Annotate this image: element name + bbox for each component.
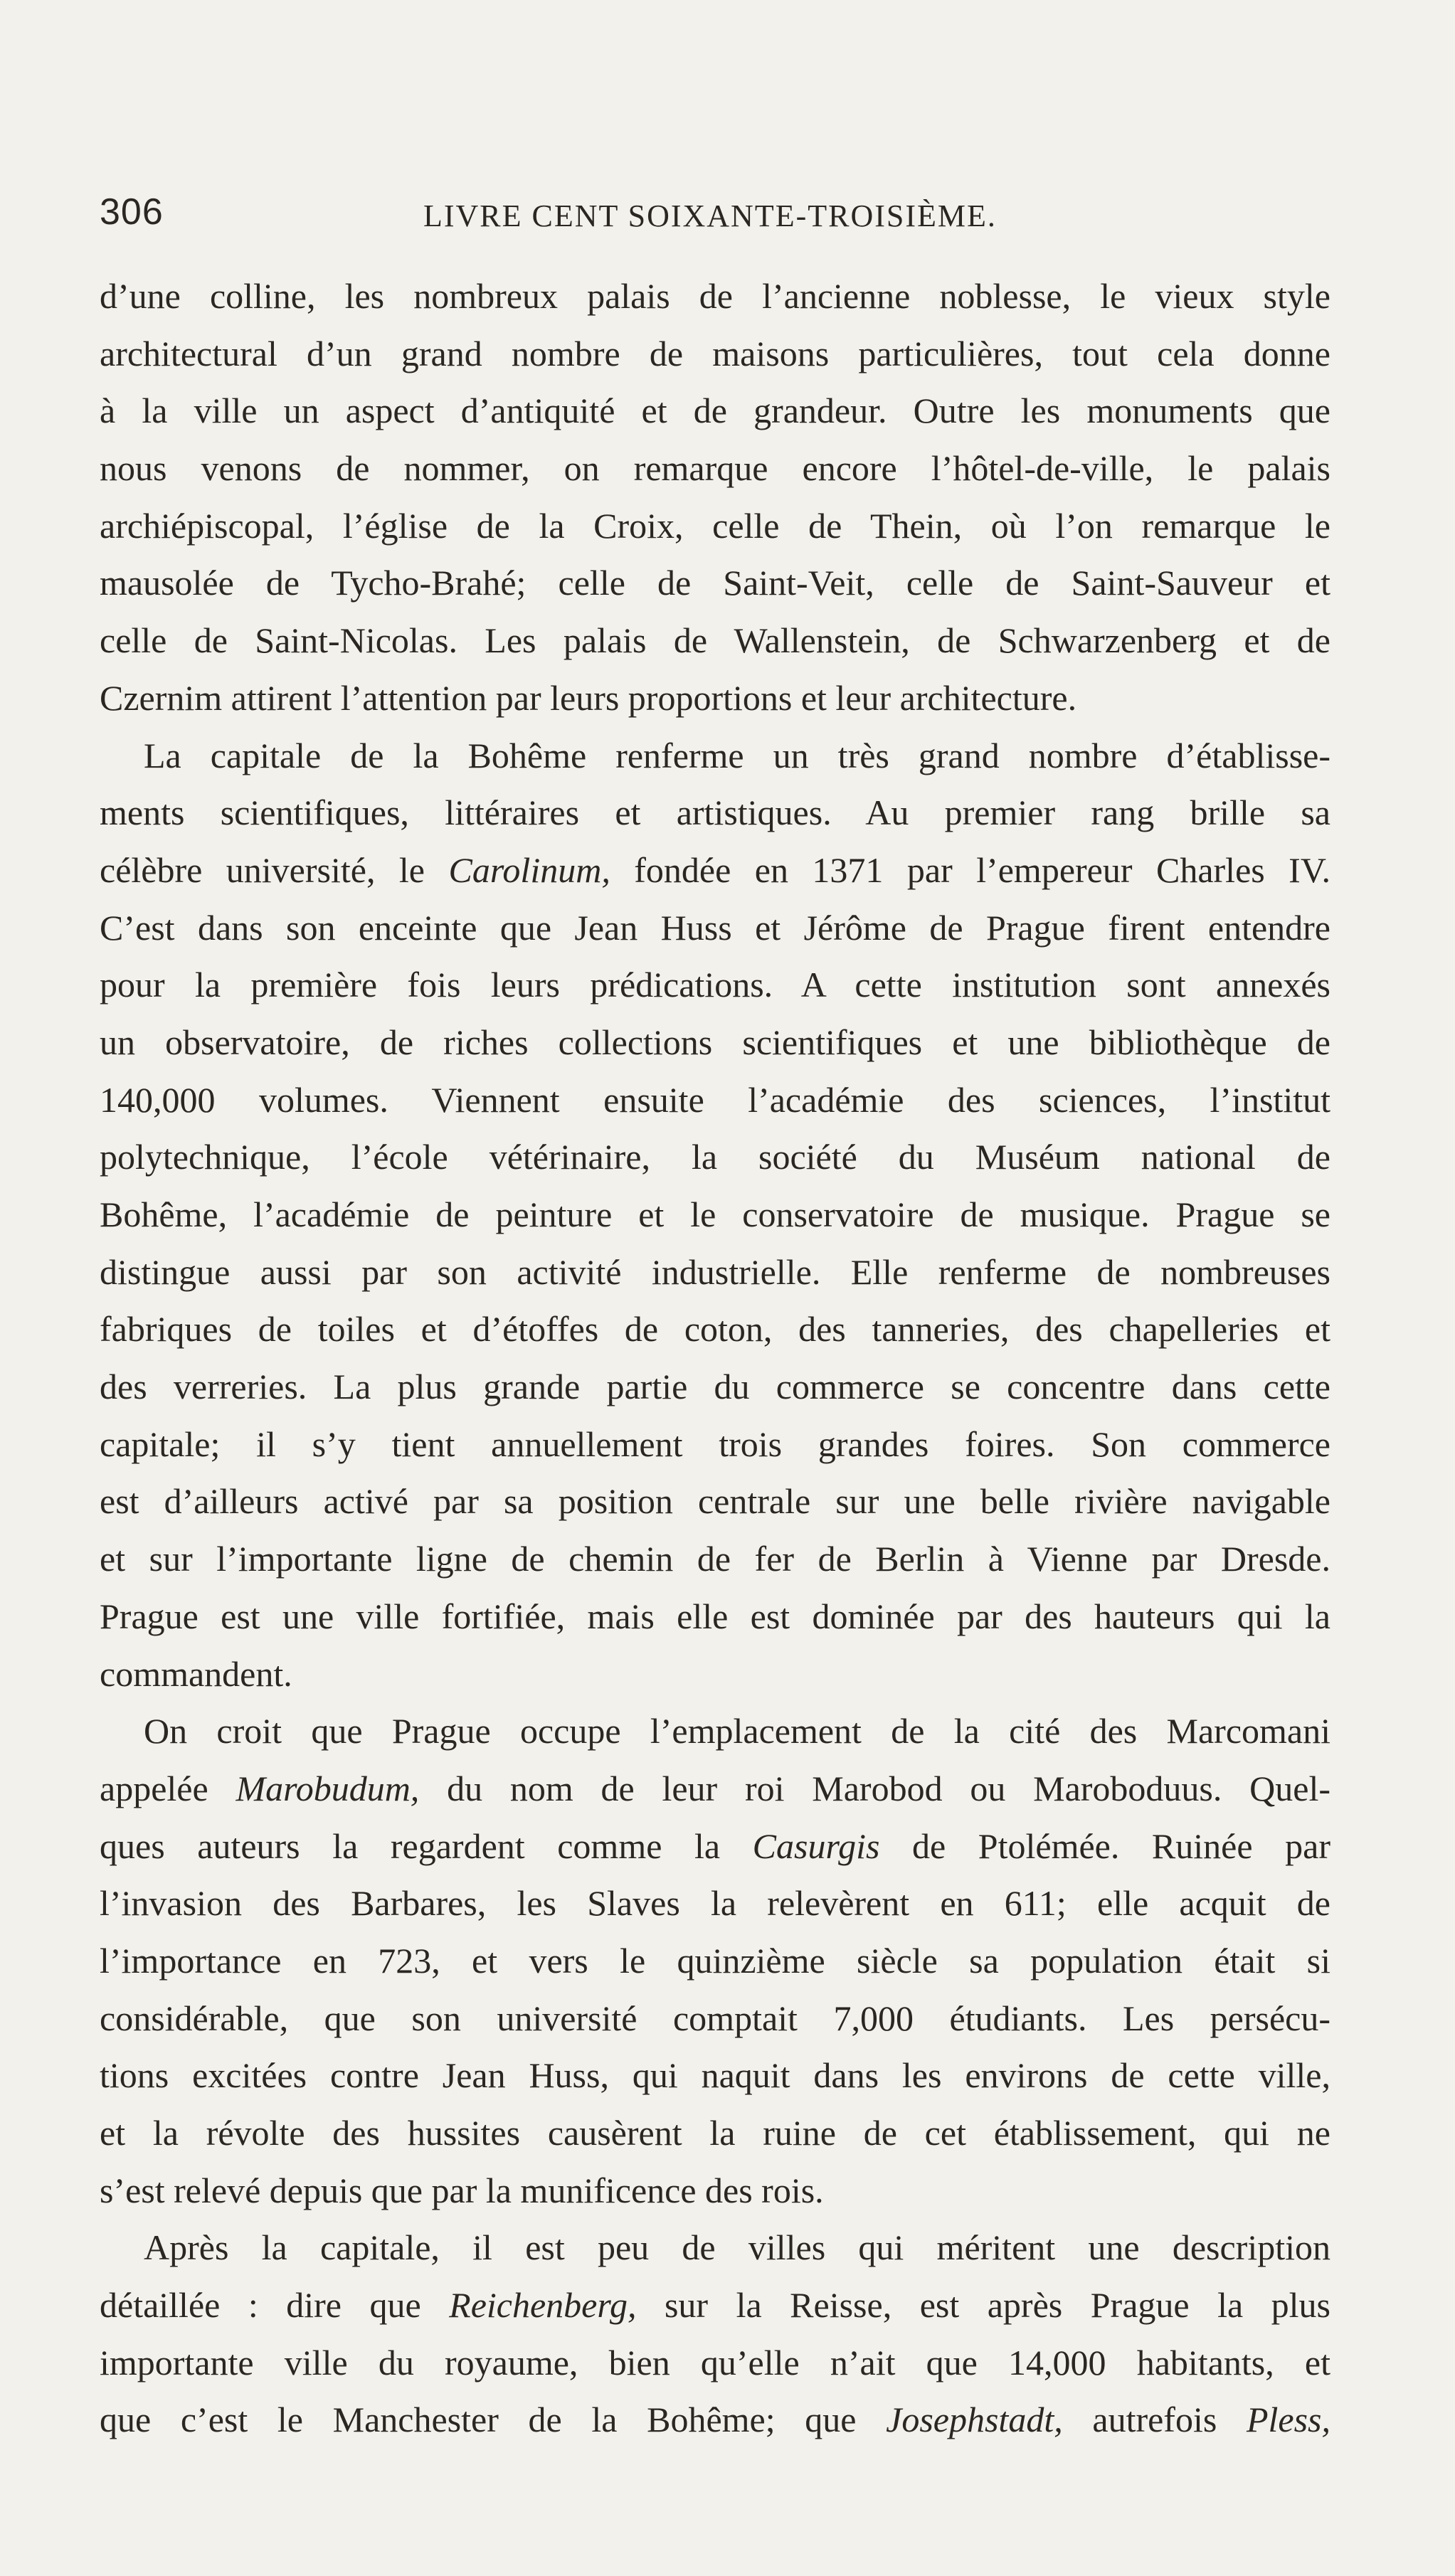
text-line: mausolée de Tycho-Brahé; celle de Saint-Veit, celle de Saint-Sauveur et [100,563,1330,603]
body-text [100,267,1330,2449]
text-line: On croit que Prague occupe l’emplacement de la cité des Marcomani [144,1711,1330,1751]
text-line [100,2276,1330,2334]
text-line: distingue aussi par son activité industrielle. Elle renferme de nombreuses [100,1251,1330,1292]
italic-term: Carolinum, [448,849,610,890]
text-line: Bohême, l’académie de peinture et le conservatoire de musique. Prague se [100,1194,1330,1234]
page-number: 306 [100,191,164,233]
text-line: pour la première fois leurs prédications. A cette institution sont annexés [100,965,1330,1005]
text-line [100,1760,1330,1818]
text-line: l’invasion des Barbares, les Slaves la relevèrent en 611; elle acquit de [100,1883,1330,1924]
page-header [100,191,1309,240]
text-line: architectural d’un grand nombre de maisons particulières, tout cela donne [100,333,1330,373]
running-title: LIVRE CENT SOIXANTE-TROISIÈME. [423,198,997,233]
text-segment: du nom de leur roi Marobod ou Maroboduus. Quel- [419,1768,1330,1808]
text-line [100,2391,1330,2449]
text-line: Après la capitale, il est peu de villes qui méritent une description [144,2227,1330,2268]
text-line [100,842,1330,899]
italic-term: Reichenberg, [449,2285,637,2326]
text-line: un observatoire, de riches collections scientifiques et une bibliothèque de [100,1022,1330,1062]
text-segment: sur la Reisse, est après Prague la plus [636,2285,1330,2326]
text-line [100,1818,1330,1875]
text-segment: autrefois [1062,2400,1247,2440]
text-line: à la ville un aspect d’antiquité et de grandeur. Outre les monuments que [100,391,1330,431]
italic-term: Casurgis [752,1825,880,1866]
text-line: C’est dans son enceinte que Jean Huss et Jérôme de Prague firent entendre [100,907,1330,948]
italic-term: Pless, [1246,2400,1330,2440]
text-line: et la révolte des hussites causèrent la ruine de cet établissement, qui ne [100,2113,1330,2153]
text-line: fabriques de toiles et d’étoffes de coton, des tanneries, des chapelleries et [100,1309,1330,1350]
text-line: s’est relevé depuis que par la munificence des rois. [100,2170,824,2210]
text-line: 140,000 volumes. Viennent ensuite l’académie des sciences, l’institut [100,1079,1330,1120]
text-line: Prague est une ville fortifiée, mais elle est dominée par des hauteurs qui la [100,1596,1330,1636]
italic-term: Marobudum, [236,1768,420,1808]
text-line: importante ville du royaume, bien qu’elle n’ait que 14,000 habitants, et [100,2342,1330,2382]
text-line: considérable, que son université comptait 7,000 étudiants. Les persécu- [100,1998,1330,2038]
text-line: et sur l’importante ligne de chemin de fer de Berlin à Vienne par Dresde. [100,1539,1330,1579]
text-line: d’une colline, les nombreux palais de l’ancienne noblesse, le vieux style [100,276,1330,316]
text-line: polytechnique, l’école vétérinaire, la société du Muséum national de [100,1137,1330,1177]
text-segment: de Ptolémée. Ruinée par [879,1825,1330,1866]
text-line: commandent. [100,1653,292,1694]
text-line: l’importance en 723, et vers le quinzième siècle sa population était si [100,1940,1330,1981]
text-line: La capitale de la Bohême renferme un très grand nombre d’établisse- [144,735,1330,775]
text-segment: fondée en 1371 par l’empereur Charles IV. [610,849,1330,890]
text-segment: célèbre université, le [100,849,449,890]
text-line: Czernim attirent l’attention par leurs proportions et leur architecture. [100,677,1077,718]
text-segment: appelée [100,1768,236,1808]
text-line: nous venons de nommer, on remarque encore l’hôtel-de-ville, le palais [100,448,1330,489]
text-line: est d’ailleurs activé par sa position centrale sur une belle rivière navigable [100,1481,1330,1522]
text-line: tions excitées contre Jean Huss, qui naquit dans les environs de cette ville, [100,2055,1330,2096]
text-line: ments scientifiques, littéraires et artistiques. Au premier rang brille sa [100,793,1330,833]
text-line: archiépiscopal, l’église de la Croix, celle de Thein, où l’on remarque le [100,505,1330,546]
text-line: capitale; il s’y tient annuellement trois grandes foires. Son commerce [100,1424,1330,1464]
text-line: celle de Saint-Nicolas. Les palais de Wallenstein, de Schwarzenberg et de [100,620,1330,661]
italic-term: Josephstadt, [886,2400,1063,2440]
text-segment: que c’est le Manchester de la Bohême; que [100,2400,887,2440]
text-line: des verreries. La plus grande partie du commerce se concentre dans cette [100,1367,1330,1407]
text-segment: détaillée : dire que [100,2285,450,2326]
text-segment: ques auteurs la regardent comme la [100,1825,753,1866]
